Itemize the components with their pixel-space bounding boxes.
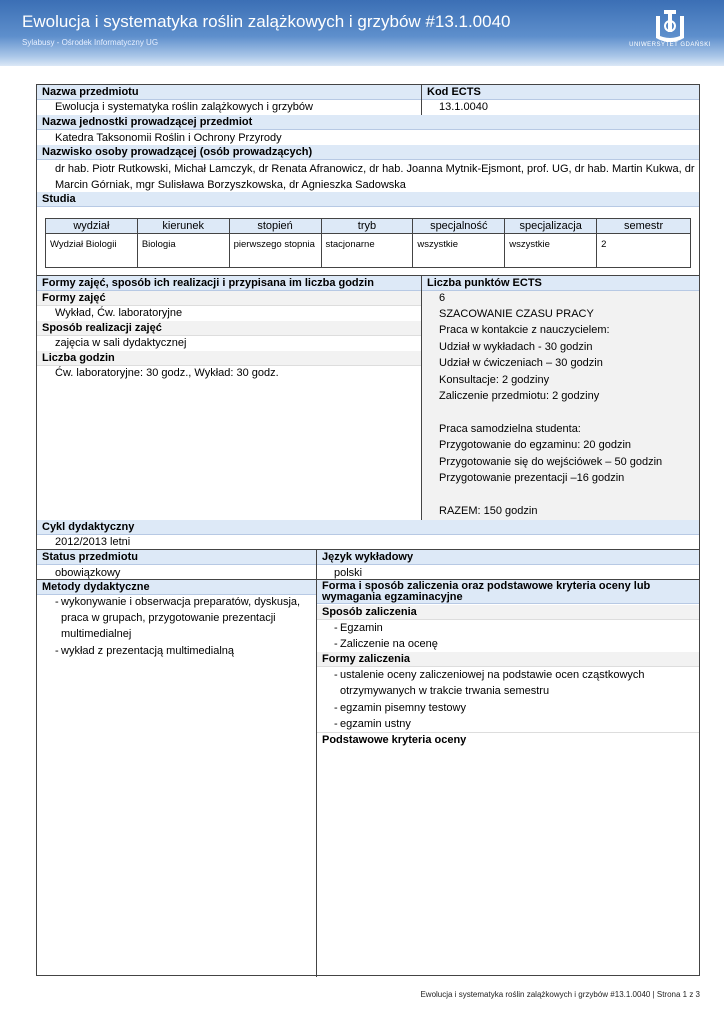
hours-value: Ćw. laboratoryjne: 30 godz., Wykład: 30 godz. [55,367,279,379]
criteria-label: Podstawowe kryteria oceny [317,732,699,747]
method-label: Sposób realizacji zajęć [37,321,421,336]
method-item-1-line-1: wykonywanie i obserwacja preparatów, dyskusja, [61,596,301,608]
ects-points-label: Liczba punktów ECTS [422,276,699,291]
studia-cell-stopien: pierwszego stopnia [229,234,321,268]
assessment-label-line-1: Forma i sposób zaliczenia oraz podstawowe kryteria oceny lub [322,580,651,592]
teachers-label: Nazwisko osoby prowadzącej (osób prowadzących) [37,145,699,160]
teachers-line-2: Marcin Górniak, mgr Sulisława Borzyszkowska, dr Agnieszka Sadowska [55,179,406,191]
studia-cell-semestr: 2 [597,234,691,268]
studia-cell-tryb: stacjonarne [321,234,413,268]
cycle-label: Cykl dydaktyczny [37,520,699,535]
forms-section-label: Formy zajęć, sposób ich realizacji i przypisana im liczba godzin [37,276,421,291]
assessment-form-2: egzamin pisemny testowy [340,702,466,714]
ects-line-6: Zaliczenie przedmiotu: 2 godziny [439,390,600,402]
hours-label: Liczba godzin [37,351,421,366]
bullet-dash: - [334,669,338,681]
assessment-label-line-2: wymagania egzaminacyjne [322,591,463,603]
studia-header-semestr: semestr [597,219,691,234]
ects-line-3: Udział w wykładach - 30 godzin [439,341,593,353]
assessment-mode-label: Sposób zaliczenia [317,605,699,620]
table-row [46,234,691,268]
bullet-dash: - [334,638,338,650]
syllabus-frame [36,84,700,976]
studia-header-stopien: stopień [229,219,321,234]
status-value: obowiązkowy [55,567,121,579]
studia-cell-specjalnosc: wszystkie [413,234,505,268]
bullet-dash: - [334,622,338,634]
university-logo-text: UNIWERSYTET GDAŃSKI [629,42,711,48]
status-label: Status przedmiotu [37,550,316,565]
ects-line-10: Przygotowanie się do wejściówek – 50 godzin [439,456,663,468]
course-name-label: Nazwa przedmiotu [37,85,421,100]
studia-table [45,218,691,268]
assessment-mode-1: Egzamin [340,622,383,634]
bullet-dash: - [55,596,59,608]
studia-cell-specjalizacja: wszystkie [505,234,597,268]
forms-label: Formy zajęć [37,291,421,306]
studia-header-wydzial: wydział [46,219,138,234]
ects-code-label: Kod ECTS [422,85,699,100]
bullet-dash: - [334,718,338,730]
assessment-mode-2: Zaliczenie na ocenę [340,638,438,650]
studia-header-tryb: tryb [321,219,413,234]
studia-header-specjalizacja: specjalizacja [505,219,597,234]
ects-line-9: Przygotowanie do egzaminu: 20 godzin [439,439,632,451]
ects-points-value: 6 [439,292,446,304]
ects-line-11: Przygotowanie prezentacji –16 godzin [439,472,625,484]
methods-label: Metody dydaktyczne [37,580,316,595]
studia-cell-wydzial: Wydział Biologii [46,234,138,268]
assessment-form-1-line-1: ustalenie oceny zaliczeniowej na podstawie ocen cząstkowych [340,669,645,681]
language-value: polski [334,567,363,579]
assessment-label [317,580,699,604]
cycle-value: 2012/2013 letni [55,536,131,548]
method-item-1-line-3: multimedialnej [61,628,132,640]
page-subtitle: Sylabusy - Ośrodek Informatyczny UG [22,38,159,47]
studia-header-kierunek: kierunek [137,219,229,234]
studia-label: Studia [37,192,699,207]
assessment-form-3: egzamin ustny [340,718,411,730]
ects-line-2: Praca w kontakcie z nauczycielem: [439,324,610,336]
bullet-dash: - [334,702,338,714]
bullet-dash: - [55,645,59,657]
ects-line-13: RAZEM: 150 godzin [439,505,538,517]
method-item-2: wykład z prezentacją multimedialną [61,645,235,657]
ects-line-8: Praca samodzielna studenta: [439,423,581,435]
course-name: Ewolucja i systematyka roślin zalążkowych i grzybów [55,101,313,113]
page-footer: Ewolucja i systematyka roślin zalążkowych i grzybów #13.1.0040 | Strona 1 z 3 [420,990,700,999]
ects-line-5: Konsultacje: 2 godziny [439,374,550,386]
studia-cell-kierunek: Biologia [137,234,229,268]
method-value: zajęcia w sali dydaktycznej [55,337,187,349]
ects-code: 13.1.0040 [439,101,488,113]
studia-header-specjalnosc: specjalność [413,219,505,234]
method-item-1-line-2: praca w grupach, przygotowanie prezentacji [61,612,276,624]
forms-value: Wykład, Ćw. laboratoryjne [55,307,183,319]
language-label: Język wykładowy [317,550,699,565]
page-title: Ewolucja i systematyka roślin zalążkowych i grzybów #13.1.0040 [22,12,511,31]
ects-line-1: SZACOWANIE CZASU PRACY [439,308,594,320]
unit-name: Katedra Taksonomii Roślin i Ochrony Przyrody [55,132,282,144]
teachers-line-1: dr hab. Piotr Rutkowski, Michał Lamczyk, dr Renata Afranowicz, dr hab. Joanna Mytnik-Ejsmont, prof. UG, dr hab. Martin Kukwa, dr [55,163,695,175]
ects-line-4: Udział w ćwiczeniach – 30 godzin [439,357,603,369]
header-banner [0,0,724,66]
unit-label: Nazwa jednostki prowadzącej przedmiot [37,115,699,130]
assessment-forms-label: Formy zaliczenia [317,652,699,667]
assessment-form-1-line-2: otrzymywanych w trakcie trwania semestru [340,685,550,697]
